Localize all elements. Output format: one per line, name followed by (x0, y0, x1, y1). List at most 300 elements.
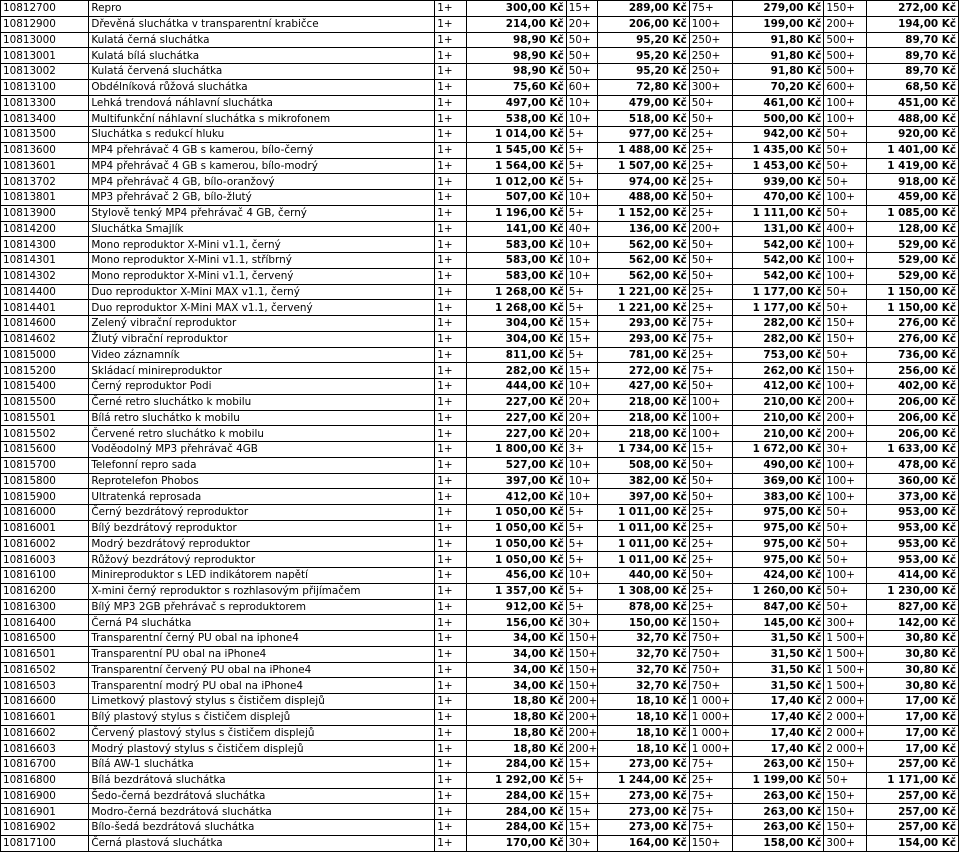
tier3-price: 263,00 Kč (732, 788, 823, 804)
tier1-quantity: 1+ (435, 757, 467, 773)
product-code: 10813702 (1, 174, 89, 190)
tier1-quantity: 1+ (435, 662, 467, 678)
tier3-price: 753,00 Kč (732, 347, 823, 363)
tier4-quantity: 100+ (824, 379, 867, 395)
tier1-price: 18,80 Kč (466, 725, 566, 741)
product-name: Stylově tenký MP4 přehrávač 4 GB, černý (89, 205, 435, 221)
tier4-quantity: 300+ (824, 615, 867, 631)
product-name: Kulatá bílá sluchátka (89, 48, 435, 64)
tier1-quantity: 1+ (435, 788, 467, 804)
tier4-price: 1 150,00 Kč (867, 284, 959, 300)
tier2-price: 273,00 Kč (598, 804, 689, 820)
tier1-quantity: 1+ (435, 16, 467, 32)
tier4-price: 68,50 Kč (867, 79, 959, 95)
tier3-quantity: 300+ (689, 79, 732, 95)
tier1-price: 75,60 Kč (466, 79, 566, 95)
tier3-price: 1 177,00 Kč (732, 284, 823, 300)
tier1-price: 34,00 Kč (466, 646, 566, 662)
product-name: Modrý plastový stylus s čističem displejů (89, 741, 435, 757)
product-code: 10814400 (1, 284, 89, 300)
product-code: 10816500 (1, 631, 89, 647)
product-code: 10814302 (1, 268, 89, 284)
price-table-body (1, 1, 959, 852)
tier3-price: 369,00 Kč (732, 473, 823, 489)
tier3-price: 939,00 Kč (732, 174, 823, 190)
table-row (1, 426, 959, 442)
tier4-price: 478,00 Kč (867, 457, 959, 473)
product-name: Ultratenká reprosada (89, 489, 435, 505)
tier2-price: 1 734,00 Kč (598, 442, 689, 458)
tier2-quantity: 5+ (566, 284, 598, 300)
tier1-quantity: 1+ (435, 552, 467, 568)
tier3-quantity: 100+ (689, 410, 732, 426)
table-row (1, 64, 959, 80)
tier3-quantity: 250+ (689, 32, 732, 48)
tier4-quantity: 600+ (824, 79, 867, 95)
tier2-price: 218,00 Kč (598, 394, 689, 410)
product-code: 10816502 (1, 662, 89, 678)
product-name: Bílý MP3 2GB přehrávač s reproduktorem (89, 599, 435, 615)
tier3-quantity: 250+ (689, 64, 732, 80)
product-name: MP3 přehrávač 2 GB, bílo-žlutý (89, 190, 435, 206)
product-name: Sluchátka s redukcí hluku (89, 127, 435, 143)
tier2-price: 479,00 Kč (598, 95, 689, 111)
tier3-price: 17,40 Kč (732, 741, 823, 757)
product-code: 10813001 (1, 48, 89, 64)
tier2-price: 293,00 Kč (598, 316, 689, 332)
tier3-quantity: 50+ (689, 268, 732, 284)
product-name: Transparentní černý PU obal na iphone4 (89, 631, 435, 647)
product-code: 10816400 (1, 615, 89, 631)
tier4-price: 256,00 Kč (867, 363, 959, 379)
tier1-quantity: 1+ (435, 804, 467, 820)
product-name: Červený plastový stylus s čističem displejů (89, 725, 435, 741)
tier4-price: 414,00 Kč (867, 568, 959, 584)
product-name: Mono reproduktor X-Mini v1.1, černý (89, 237, 435, 253)
tier4-price: 89,70 Kč (867, 32, 959, 48)
tier3-price: 542,00 Kč (732, 237, 823, 253)
tier4-quantity: 150+ (824, 788, 867, 804)
tier3-price: 210,00 Kč (732, 410, 823, 426)
table-row (1, 694, 959, 710)
tier2-price: 1 308,00 Kč (598, 583, 689, 599)
tier4-price: 276,00 Kč (867, 316, 959, 332)
tier2-price: 427,00 Kč (598, 379, 689, 395)
tier1-quantity: 1+ (435, 127, 467, 143)
tier1-price: 527,00 Kč (466, 457, 566, 473)
tier2-price: 273,00 Kč (598, 788, 689, 804)
tier4-quantity: 1 500+ (824, 678, 867, 694)
product-code: 10816601 (1, 709, 89, 725)
tier4-quantity: 50+ (824, 347, 867, 363)
tier4-price: 257,00 Kč (867, 804, 959, 820)
tier4-quantity: 50+ (824, 142, 867, 158)
product-name: Modro-černá bezdrátová sluchátka (89, 804, 435, 820)
tier3-price: 31,50 Kč (732, 646, 823, 662)
tier3-quantity: 75+ (689, 1, 732, 17)
table-row (1, 615, 959, 631)
tier1-price: 34,00 Kč (466, 678, 566, 694)
tier2-price: 1 011,00 Kč (598, 505, 689, 521)
tier4-quantity: 50+ (824, 284, 867, 300)
tier1-price: 300,00 Kč (466, 1, 566, 17)
tier3-quantity: 75+ (689, 804, 732, 820)
tier1-price: 18,80 Kč (466, 709, 566, 725)
tier1-quantity: 1+ (435, 599, 467, 615)
tier3-quantity: 750+ (689, 662, 732, 678)
tier1-quantity: 1+ (435, 473, 467, 489)
tier1-price: 1 196,00 Kč (466, 205, 566, 221)
tier3-price: 975,00 Kč (732, 536, 823, 552)
tier2-quantity: 3+ (566, 442, 598, 458)
tier3-quantity: 50+ (689, 473, 732, 489)
tier1-quantity: 1+ (435, 631, 467, 647)
tier3-quantity: 75+ (689, 331, 732, 347)
tier3-price: 542,00 Kč (732, 268, 823, 284)
table-row (1, 394, 959, 410)
tier3-price: 282,00 Kč (732, 316, 823, 332)
tier3-quantity: 75+ (689, 316, 732, 332)
tier2-price: 977,00 Kč (598, 127, 689, 143)
tier3-quantity: 75+ (689, 757, 732, 773)
product-name: Bílý plastový stylus s čističem displejů (89, 709, 435, 725)
tier4-quantity: 500+ (824, 64, 867, 80)
product-code: 10816501 (1, 646, 89, 662)
product-code: 10816503 (1, 678, 89, 694)
tier3-price: 199,00 Kč (732, 16, 823, 32)
tier2-quantity: 30+ (566, 835, 598, 851)
product-name: Černá plastová sluchátka (89, 835, 435, 851)
tier2-quantity: 15+ (566, 1, 598, 17)
product-code: 10815800 (1, 473, 89, 489)
table-row (1, 788, 959, 804)
tier2-quantity: 20+ (566, 426, 598, 442)
tier1-price: 284,00 Kč (466, 804, 566, 820)
tier2-price: 293,00 Kč (598, 331, 689, 347)
tier3-quantity: 750+ (689, 678, 732, 694)
table-row (1, 741, 959, 757)
product-name: Černá P4 sluchátka (89, 615, 435, 631)
tier4-quantity: 50+ (824, 552, 867, 568)
product-code: 10816100 (1, 568, 89, 584)
tier3-quantity: 25+ (689, 520, 732, 536)
tier1-price: 282,00 Kč (466, 363, 566, 379)
tier2-price: 218,00 Kč (598, 410, 689, 426)
tier2-price: 95,20 Kč (598, 48, 689, 64)
tier1-price: 397,00 Kč (466, 473, 566, 489)
table-row (1, 379, 959, 395)
tier1-quantity: 1+ (435, 347, 467, 363)
product-name: Repro (89, 1, 435, 17)
product-name: Minireproduktor s LED indikátorem napětí (89, 568, 435, 584)
tier2-quantity: 50+ (566, 48, 598, 64)
tier1-quantity: 1+ (435, 363, 467, 379)
table-row (1, 190, 959, 206)
product-name: Bílý bezdrátový reproduktor (89, 520, 435, 536)
tier2-quantity: 5+ (566, 520, 598, 536)
tier1-quantity: 1+ (435, 142, 467, 158)
table-row (1, 473, 959, 489)
table-row (1, 552, 959, 568)
product-name: Limetkový plastový stylus s čističem displejů (89, 694, 435, 710)
tier1-price: 98,90 Kč (466, 64, 566, 80)
tier2-price: 1 221,00 Kč (598, 284, 689, 300)
tier2-quantity: 200+ (566, 741, 598, 757)
tier3-quantity: 25+ (689, 300, 732, 316)
product-code: 10814602 (1, 331, 89, 347)
tier2-price: 32,70 Kč (598, 631, 689, 647)
product-code: 10815000 (1, 347, 89, 363)
product-name: Voděodolný MP3 přehrávač 4GB (89, 442, 435, 458)
product-name: Modrý bezdrátový reproduktor (89, 536, 435, 552)
tier3-quantity: 50+ (689, 95, 732, 111)
tier2-price: 1 221,00 Kč (598, 300, 689, 316)
tier2-quantity: 5+ (566, 599, 598, 615)
product-name: Zelený vibrační reproduktor (89, 316, 435, 332)
tier4-quantity: 100+ (824, 237, 867, 253)
tier4-quantity: 1 500+ (824, 631, 867, 647)
tier4-price: 89,70 Kč (867, 48, 959, 64)
tier2-price: 272,00 Kč (598, 363, 689, 379)
tier1-price: 214,00 Kč (466, 16, 566, 32)
tier3-price: 91,80 Kč (732, 32, 823, 48)
tier2-price: 1 011,00 Kč (598, 552, 689, 568)
tier1-price: 1 268,00 Kč (466, 300, 566, 316)
tier2-quantity: 10+ (566, 190, 598, 206)
tier4-quantity: 100+ (824, 473, 867, 489)
tier1-price: 497,00 Kč (466, 95, 566, 111)
tier4-price: 17,00 Kč (867, 709, 959, 725)
table-row (1, 284, 959, 300)
tier2-price: 95,20 Kč (598, 64, 689, 80)
tier2-quantity: 10+ (566, 568, 598, 584)
tier2-quantity: 5+ (566, 552, 598, 568)
tier3-price: 542,00 Kč (732, 253, 823, 269)
tier3-quantity: 75+ (689, 820, 732, 836)
tier2-price: 508,00 Kč (598, 457, 689, 473)
tier3-quantity: 50+ (689, 457, 732, 473)
tier3-quantity: 25+ (689, 599, 732, 615)
tier1-price: 98,90 Kč (466, 48, 566, 64)
tier4-quantity: 500+ (824, 48, 867, 64)
tier2-quantity: 15+ (566, 757, 598, 773)
table-row (1, 253, 959, 269)
product-code: 10812900 (1, 16, 89, 32)
product-name: Reprotelefon Phobos (89, 473, 435, 489)
tier3-quantity: 250+ (689, 48, 732, 64)
tier1-price: 304,00 Kč (466, 331, 566, 347)
tier2-quantity: 10+ (566, 111, 598, 127)
tier4-price: 194,00 Kč (867, 16, 959, 32)
tier1-quantity: 1+ (435, 394, 467, 410)
tier2-price: 1 011,00 Kč (598, 536, 689, 552)
tier1-quantity: 1+ (435, 205, 467, 221)
tier1-quantity: 1+ (435, 268, 467, 284)
tier1-quantity: 1+ (435, 95, 467, 111)
tier2-quantity: 10+ (566, 489, 598, 505)
tier2-quantity: 200+ (566, 709, 598, 725)
tier3-quantity: 15+ (689, 442, 732, 458)
tier4-price: 30,80 Kč (867, 631, 959, 647)
tier2-price: 518,00 Kč (598, 111, 689, 127)
tier1-price: 507,00 Kč (466, 190, 566, 206)
tier4-quantity: 150+ (824, 331, 867, 347)
tier1-price: 412,00 Kč (466, 489, 566, 505)
product-name: Bílá AW-1 sluchátka (89, 757, 435, 773)
tier3-price: 412,00 Kč (732, 379, 823, 395)
product-name: Růžový bezdrátový reproduktor (89, 552, 435, 568)
product-code: 10816200 (1, 583, 89, 599)
tier2-quantity: 60+ (566, 79, 598, 95)
tier2-price: 382,00 Kč (598, 473, 689, 489)
tier1-price: 1 050,00 Kč (466, 552, 566, 568)
product-name: Telefonní repro sada (89, 457, 435, 473)
tier3-quantity: 25+ (689, 536, 732, 552)
product-name: Lehká trendová náhlavní sluchátka (89, 95, 435, 111)
product-code: 10815500 (1, 394, 89, 410)
table-row (1, 442, 959, 458)
tier3-quantity: 75+ (689, 788, 732, 804)
tier2-price: 289,00 Kč (598, 1, 689, 17)
tier3-quantity: 150+ (689, 835, 732, 851)
tier1-quantity: 1+ (435, 426, 467, 442)
tier2-quantity: 15+ (566, 363, 598, 379)
tier1-price: 284,00 Kč (466, 820, 566, 836)
product-name: Transparentní červený PU obal na iPhone4 (89, 662, 435, 678)
product-code: 10815502 (1, 426, 89, 442)
tier1-quantity: 1+ (435, 331, 467, 347)
tier1-price: 1 545,00 Kč (466, 142, 566, 158)
table-row (1, 835, 959, 851)
tier4-quantity: 300+ (824, 835, 867, 851)
tier4-price: 1 150,00 Kč (867, 300, 959, 316)
tier3-quantity: 200+ (689, 221, 732, 237)
tier2-price: 1 011,00 Kč (598, 520, 689, 536)
tier1-quantity: 1+ (435, 316, 467, 332)
tier3-quantity: 100+ (689, 394, 732, 410)
tier2-quantity: 50+ (566, 32, 598, 48)
tier3-price: 461,00 Kč (732, 95, 823, 111)
tier3-price: 70,20 Kč (732, 79, 823, 95)
tier3-quantity: 1 000+ (689, 694, 732, 710)
product-code: 10814600 (1, 316, 89, 332)
tier2-price: 562,00 Kč (598, 253, 689, 269)
tier2-price: 206,00 Kč (598, 16, 689, 32)
tier1-quantity: 1+ (435, 772, 467, 788)
product-code: 10813600 (1, 142, 89, 158)
table-row (1, 662, 959, 678)
table-row (1, 205, 959, 221)
tier2-price: 32,70 Kč (598, 646, 689, 662)
tier2-quantity: 200+ (566, 694, 598, 710)
tier2-price: 150,00 Kč (598, 615, 689, 631)
tier4-price: 488,00 Kč (867, 111, 959, 127)
tier4-price: 1 401,00 Kč (867, 142, 959, 158)
tier3-price: 263,00 Kč (732, 820, 823, 836)
tier1-quantity: 1+ (435, 741, 467, 757)
table-row (1, 268, 959, 284)
tier3-quantity: 1 000+ (689, 741, 732, 757)
tier1-quantity: 1+ (435, 190, 467, 206)
tier4-price: 529,00 Kč (867, 237, 959, 253)
tier2-price: 164,00 Kč (598, 835, 689, 851)
tier3-quantity: 50+ (689, 379, 732, 395)
tier4-quantity: 1 500+ (824, 646, 867, 662)
table-row (1, 300, 959, 316)
tier2-quantity: 150+ (566, 662, 598, 678)
tier3-price: 131,00 Kč (732, 221, 823, 237)
product-name: Kulatá černá sluchátka (89, 32, 435, 48)
product-code: 10814401 (1, 300, 89, 316)
tier4-price: 1 230,00 Kč (867, 583, 959, 599)
tier4-quantity: 2 000+ (824, 725, 867, 741)
tier4-quantity: 150+ (824, 1, 867, 17)
tier1-quantity: 1+ (435, 520, 467, 536)
tier2-quantity: 15+ (566, 820, 598, 836)
tier3-price: 942,00 Kč (732, 127, 823, 143)
tier4-price: 206,00 Kč (867, 426, 959, 442)
product-name: Černý reproduktor Podi (89, 379, 435, 395)
tier4-quantity: 500+ (824, 32, 867, 48)
tier1-price: 444,00 Kč (466, 379, 566, 395)
product-name: Bílá bezdrátová sluchátka (89, 772, 435, 788)
tier4-price: 17,00 Kč (867, 694, 959, 710)
tier4-quantity: 200+ (824, 410, 867, 426)
tier3-quantity: 50+ (689, 111, 732, 127)
tier4-price: 257,00 Kč (867, 820, 959, 836)
product-name: Žlutý vibrační reproduktor (89, 331, 435, 347)
product-name: Skládací minireproduktor (89, 363, 435, 379)
tier3-quantity: 25+ (689, 552, 732, 568)
tier1-quantity: 1+ (435, 64, 467, 80)
tier3-price: 490,00 Kč (732, 457, 823, 473)
tier2-quantity: 15+ (566, 331, 598, 347)
tier2-quantity: 5+ (566, 142, 598, 158)
product-code: 10815700 (1, 457, 89, 473)
tier3-quantity: 25+ (689, 142, 732, 158)
product-code: 10815400 (1, 379, 89, 395)
tier4-quantity: 100+ (824, 95, 867, 111)
product-code: 10816300 (1, 599, 89, 615)
tier1-price: 170,00 Kč (466, 835, 566, 851)
tier3-quantity: 1 000+ (689, 725, 732, 741)
table-row (1, 111, 959, 127)
product-code: 10816600 (1, 694, 89, 710)
tier3-price: 1 435,00 Kč (732, 142, 823, 158)
tier4-price: 953,00 Kč (867, 520, 959, 536)
product-name: Transparentní modrý PU obal na iPhone4 (89, 678, 435, 694)
tier3-price: 263,00 Kč (732, 757, 823, 773)
tier1-quantity: 1+ (435, 835, 467, 851)
tier3-quantity: 50+ (689, 568, 732, 584)
tier1-quantity: 1+ (435, 221, 467, 237)
tier2-quantity: 50+ (566, 64, 598, 80)
tier2-quantity: 150+ (566, 678, 598, 694)
tier4-quantity: 200+ (824, 394, 867, 410)
tier1-price: 583,00 Kč (466, 268, 566, 284)
tier4-price: 276,00 Kč (867, 331, 959, 347)
tier2-quantity: 15+ (566, 316, 598, 332)
tier4-price: 89,70 Kč (867, 64, 959, 80)
tier3-price: 262,00 Kč (732, 363, 823, 379)
table-row (1, 237, 959, 253)
tier3-price: 1 672,00 Kč (732, 442, 823, 458)
tier2-price: 136,00 Kč (598, 221, 689, 237)
tier1-quantity: 1+ (435, 174, 467, 190)
product-name: Video záznamník (89, 347, 435, 363)
table-row (1, 583, 959, 599)
product-code: 10812700 (1, 1, 89, 17)
